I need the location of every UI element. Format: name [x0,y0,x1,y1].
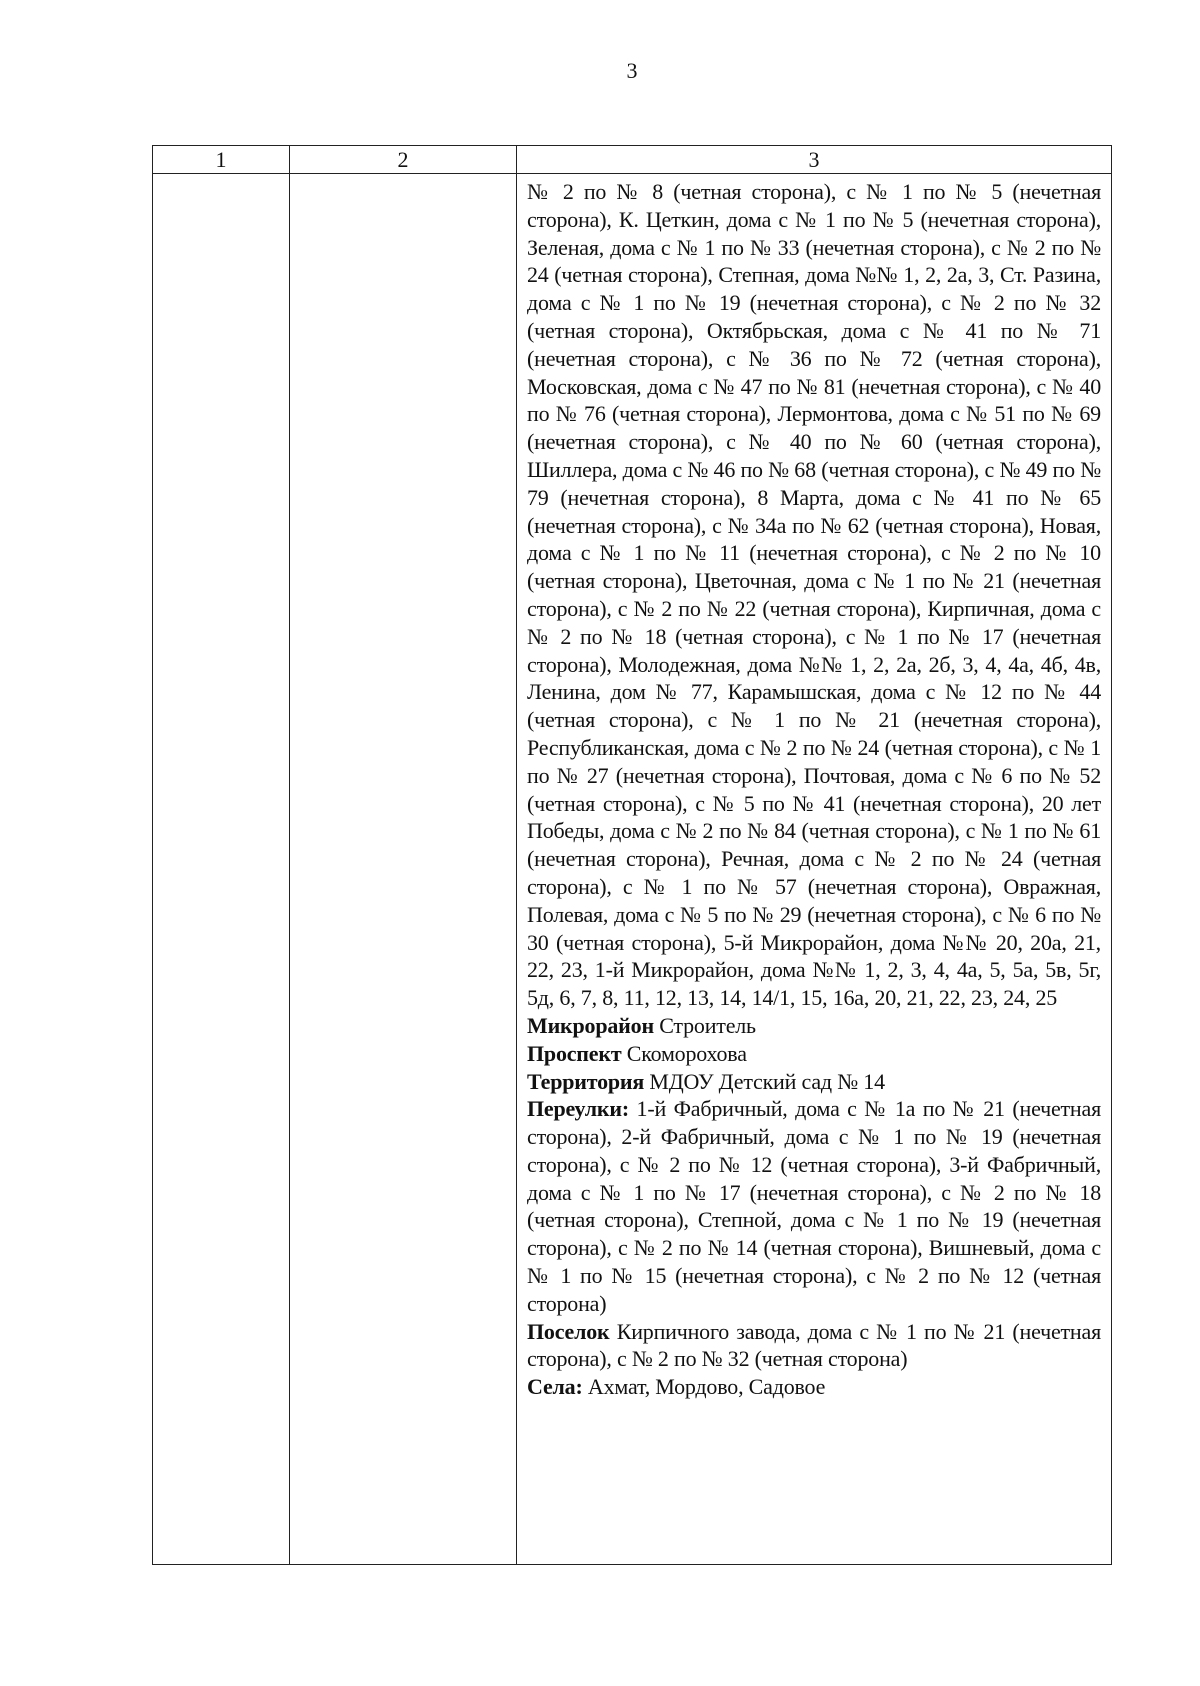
column-header-3: 3 [517,146,1112,174]
street-list: № 2 по № 8 (четная сторона), с № 1 по № 5 (нечетная сторона), К. Цеткин, дома с № 1 по № 5 (нечетная сторона), Зеленая, дома с № 1 по № 33 (нечетная сторона), с № 2 по № 24 (четная сторона), Степная, дома №№ 1, 2, 2а, 3, Ст. Разина, дома с № 1 по № 19 (нечетная сторона), с № 2 по № 32 (четная сторона), Октябрьская, дома с № 41 по № 71 (нечетная сторона), с № 36 по № 72 (четная сторона), Московская, дома с № 47 по № 81 (нечетная сторона), с № 40 по № 76 (четная сторона), Лермонтова, дома с № 51 по № 69 (нечетная сторона), с № 40 по № 60 (четная сторона), Шиллера, дома с № 46 по № 68 (четная сторона), с № 49 по № 79 (нечетная сторона), 8 Марта, дома с № 41 по № 65 (нечетная сторона), с № 34а по № 62 (четная сторона), Новая, дома с № 1 по № 11 (нечетная сторона), с № 2 по № 10 (четная сторона), Цветочная, дома с № 1 по № 21 (нечетная сторона), с № 2 по № 22 (четная сторона), Кирпичная, дома с № 2 по № 18 (четная сторона), с № 1 по № 17 (нечетная сторона), Молодежная, дома №№ 1, 2, 2а, 2б, 3, 4, 4а, 4б, 4в, Ленина, дом № 77, Карамышская, дома с № 12 по № 44 (четная сторона), с № 1 по № 21 (нечетная сторона), Республиканская, дома с № 2 по № 24 (четная сторона), с № 1 по № 27 (нечетная сторона), Почтовая, дома с № 6 по № 52 (четная сторона), с № 5 по № 41 (нечетная сторона), 20 лет Победы, дома с № 2 по № 84 (четная сторона), с № 1 по № 61 (нечетная сторона), Речная, дома с № 2 по № 24 (четная сторона), с № 1 по № 57 (нечетная сторона), Овражная, Полевая, дома с № 5 по № 29 (нечетная сторона), с № 6 по № 30 (четная сторона), 5-й Микрорайон, дома №№ 20, 20а, 21, 22, 23, 1-й Микрорайон, дома №№ 1, 2, 3, 4, 4а, 5, 5а, 5в, 5г, 5д, 6, 7, 8, 11, 12, 13, 14, 14/1, 15, 16а, 20, 21, 22, 23, 24, 25 [527,179,1101,1011]
table-header-row [153,146,1112,174]
entry-lanes [527,1095,1101,1317]
entry-text: Ахмат, Мордово, Садовое [582,1374,826,1400]
cell-col3-addresses [517,174,1112,1565]
entry-text: Кирпичного завода, дома с № 1 по № 21 (нечетная сторона), с № 2 по № 32 (четная сторона) [527,1318,1101,1372]
cell-col1 [153,174,290,1565]
entry-text: Скоморохова [621,1040,747,1066]
entry-label: Проспект [527,1040,622,1066]
entry-label: Поселок [527,1318,610,1344]
entry-label: Села: [527,1374,583,1400]
cell-col2 [290,174,517,1565]
entry-label: Переулки: [527,1096,630,1122]
entry-territory [527,1068,1101,1096]
table-row [153,174,1112,1565]
entry-microdistrict [527,1012,1101,1040]
entry-villages [527,1373,1101,1401]
address-table [152,145,1112,1565]
entry-text: 1-й Фабричный, дома с № 1а по № 21 (нечетная сторона), 2-й Фабричный, дома с № 1 по № 19 (нечетная сторона), с № 2 по № 12 (четная сторона), 3-й Фабричный, дома с № 1 по № 17 (нечетная сторона), с № 2 по № 18 (четная сторона), Степной, дома с № 1 по № 19 (нечетная сторона), с № 2 по № 14 (четная сторона), Вишневый, дома с № 1 по № 15 (нечетная сторона), с № 2 по № 12 (четная сторона) [527,1096,1101,1316]
page-number: 3 [626,58,638,83]
column-header-2: 2 [290,146,517,174]
entry-text: Строитель [653,1012,756,1038]
entry-label: Территория [527,1068,645,1094]
entry-settlement [527,1318,1101,1374]
entry-label: Микрорайон [527,1012,654,1038]
entry-text: МДОУ Детский сад № 14 [644,1068,885,1094]
entry-avenue [527,1040,1101,1068]
column-header-1: 1 [153,146,290,174]
